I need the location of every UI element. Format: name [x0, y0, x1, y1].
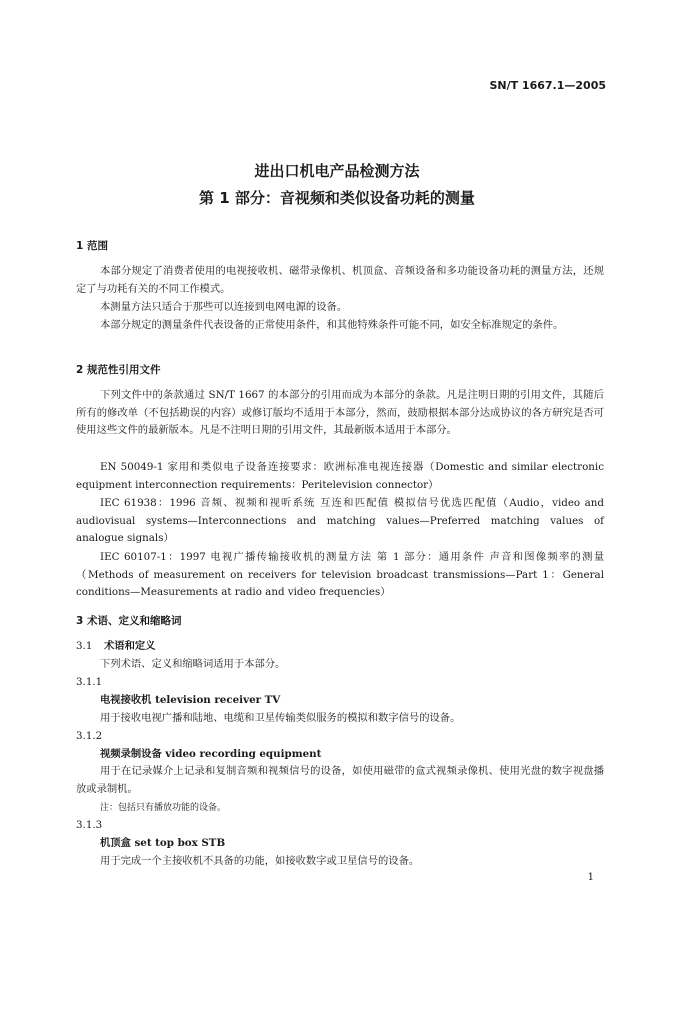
- definition-television-receiver: 用于接收电视广播和陆地、电缆和卫星传输类似服务的模拟和数字信号的设备。: [100, 712, 461, 724]
- reference-iec-61938: IEC 61938：1996 音频、视频和视听系统 互连和匹配值 模拟信号优选匹配值（Audio，video and audiovisual systems—Interconnections and matching values—Preferred matching values of analogue signals）: [76, 497, 604, 544]
- note-playback-only: 注：包括只有播放功能的设备。: [100, 803, 227, 813]
- term-video-recording-equipment: 视频录制设备 video recording equipment: [100, 748, 322, 760]
- reference-en-50049: EN 50049-1 家用和类似电子设备连接要求：欧洲标准电视连接器（Domestic and similar electronic equipment interconnection requirements：Peritelevision connector）: [76, 461, 604, 491]
- page-number: 1: [587, 872, 594, 883]
- definition-set-top-box: 用于完成一个主接收机不具备的功能，如接收数字或卫星信号的设备。: [100, 855, 420, 867]
- clause-3-1-2-number: 3.1.2: [76, 730, 103, 742]
- section-2-paragraph-1: 下列文件中的条款通过 SN/T 1667 的本部分的引用而成为本部分的条款。凡是注明日期的引用文件，其随后所有的修改单（不包括勘误的内容）或修订版均不适用于本部分，然而，鼓励根据本部分达成协议的各方研究是否可使用这些文件的最新版本。凡是不注明日期的引用文件，其最新版本适用于本部分。: [76, 389, 604, 436]
- clause-3-1-1-number: 3.1.1: [76, 676, 103, 688]
- section-1-paragraph-2: 本测量方法只适合于那些可以连接到电网电源的设备。: [100, 301, 348, 313]
- term-set-top-box: 机顶盒 set top box STB: [100, 837, 226, 849]
- section-2-heading: 2 规范性引用文件: [76, 364, 161, 376]
- document-subtitle: 第 1 部分：音视频和类似设备功耗的测量: [199, 189, 475, 207]
- clause-3-1-text: 下列术语、定义和缩略词适用于本部分。: [100, 658, 286, 670]
- term-television-receiver: 电视接收机 television receiver TV: [100, 694, 281, 706]
- clause-3-1-3-number: 3.1.3: [76, 819, 103, 831]
- section-1-paragraph-1: 本部分规定了消费者使用的电视接收机、磁带录像机、机顶盒、音频设备和多功能设备功耗的测量方法，还规定了与功耗有关的不同工作模式。: [76, 265, 604, 295]
- section-3-heading: 3 术语、定义和缩略词: [76, 615, 182, 627]
- clause-3-1-number: 3.1: [76, 640, 93, 652]
- standard-number: SN/T 1667.1—2005: [489, 79, 606, 92]
- section-1-paragraph-3: 本部分规定的测量条件代表设备的正常使用条件，和其他特殊条件可能不同，如安全标准规定的条件。: [100, 319, 564, 331]
- document-title: 进出口机电产品检测方法: [254, 162, 420, 180]
- definition-video-recording-equipment: 用于在记录媒介上记录和复制音频和视频信号的设备，如使用磁带的盒式视频录像机、使用光盘的数字视盘播放或录制机。: [76, 765, 604, 795]
- clause-3-1-title: 术语和定义: [104, 640, 156, 652]
- reference-iec-60107: IEC 60107-1：1997 电视广播传输接收机的测量方法 第 1 部分：通用条件 声音和图像频率的测量（Methods of measurement on receivers for television broadcast transmissions—Part 1：General conditions—Measurements at radio and video frequencies）: [76, 551, 604, 598]
- section-1-heading: 1 范围: [76, 240, 108, 252]
